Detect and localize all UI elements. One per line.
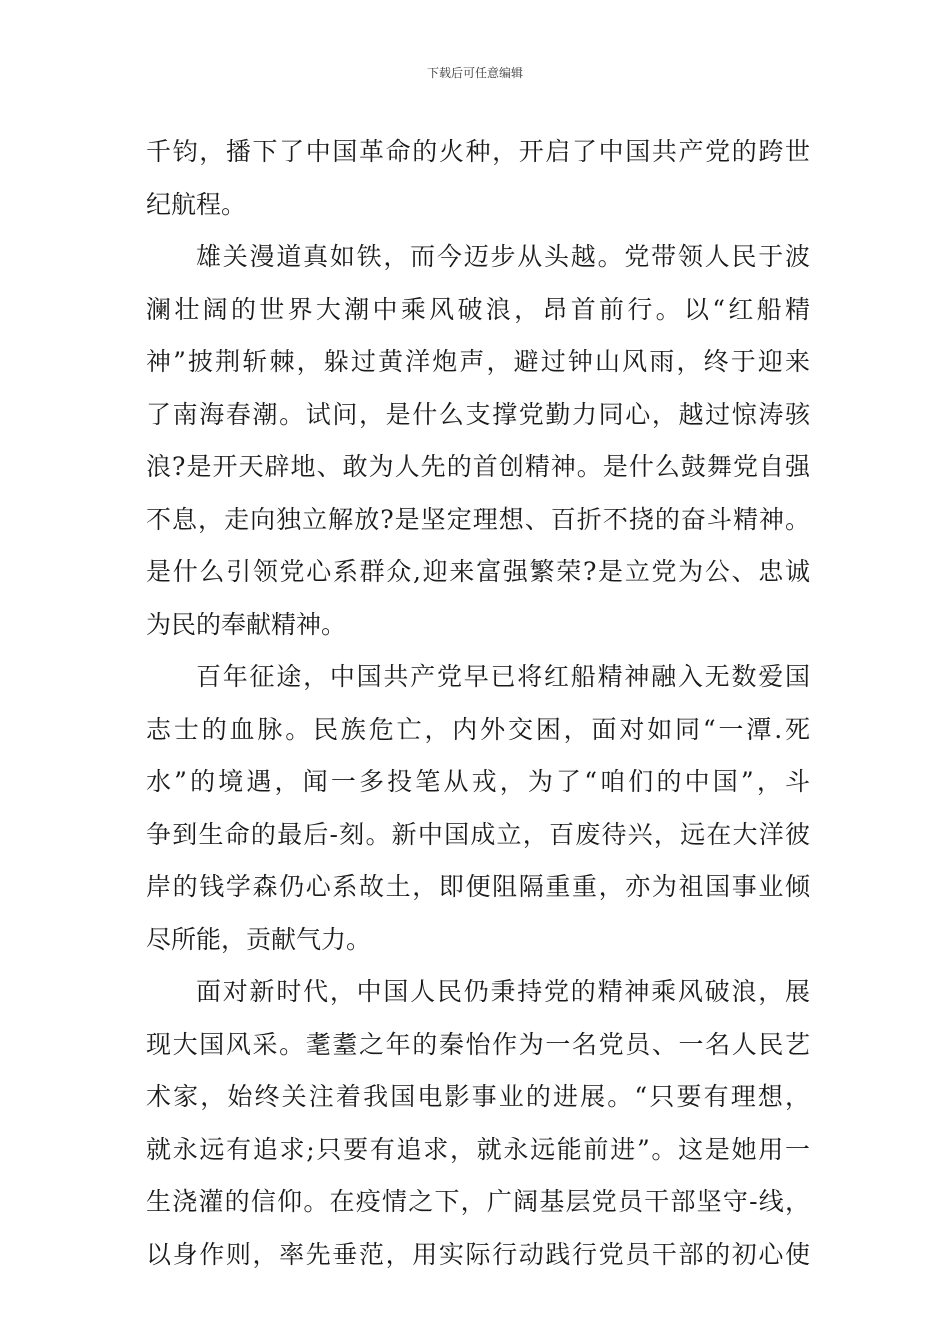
text-line: 了南海春潮。试问，是什么支撑党勤力同心，越过惊涛骇 [146, 399, 810, 429]
text-line: 澜壮阔的世界大潮中乘风破浪，昂首前行。以“红船精 [146, 294, 810, 324]
text-line: 尽所能，贡献气力。 [146, 924, 372, 954]
text-line: 就永远有追求;只要有追求，就永远能前进”。这是她用一 [146, 1134, 810, 1164]
text-line: 千钧，播下了中国革命的火种，开启了中国共产党的跨世 [146, 137, 810, 166]
text-line: 以身作则，率先垂范，用实际行动践行党员干部的初心使 [146, 1239, 810, 1269]
text-line: 神”披荆斩棘，躲过黄洋炮声，避过钟山风雨，终于迎来 [146, 347, 810, 376]
text-line: 为民的奉献精神。 [146, 609, 347, 639]
document-body [146, 126, 810, 1281]
text-line: 百年征途，中国共产党早已将红船精神融入无数爱国 [196, 662, 810, 691]
text-line: 志士的血脉。民族危亡，内外交困，面对如同“一潭.死 [146, 714, 810, 744]
text-line: 是什么引领党心系群众,迎来富强繁荣?是立党为公、忠诚 [146, 557, 810, 586]
text-line: 现大国风采。耄耋之年的秦怡作为一名党员、一名人民艺 [146, 1029, 810, 1059]
text-line: 术家，始终关注着我国电影事业的进展。“只要有理想， [146, 1082, 810, 1111]
text-line: 雄关漫道真如铁，而今迈步从头越。党带领人民于波 [196, 242, 810, 271]
text-line: 争到生命的最后-刻。新中国成立，百废待兴，远在大洋彼 [146, 819, 810, 849]
text-line: 纪航程。 [146, 189, 247, 219]
text-line: 浪?是开天辟地、敢为人先的首创精神。是什么鼓舞党自强 [146, 452, 810, 481]
text-line: 生浇灌的信仰。在疫情之下，广阔基层党员干部坚守-线， [146, 1187, 810, 1216]
text-line: 面对新时代，中国人民仍秉持党的精神乘风破浪，展 [196, 977, 810, 1006]
text-line: 岸的钱学森仍心系故土，即便阻隔重重，亦为祖国事业倾 [146, 872, 810, 901]
text-line: 水”的境遇，闻一多投笔从戎，为了“咱们的中国”，斗 [146, 767, 810, 796]
text-line: 不息，走向独立解放?是坚定理想、百折不挠的奋斗精神。 [146, 504, 810, 534]
page-header: 下载后可任意编辑 [426, 66, 523, 80]
